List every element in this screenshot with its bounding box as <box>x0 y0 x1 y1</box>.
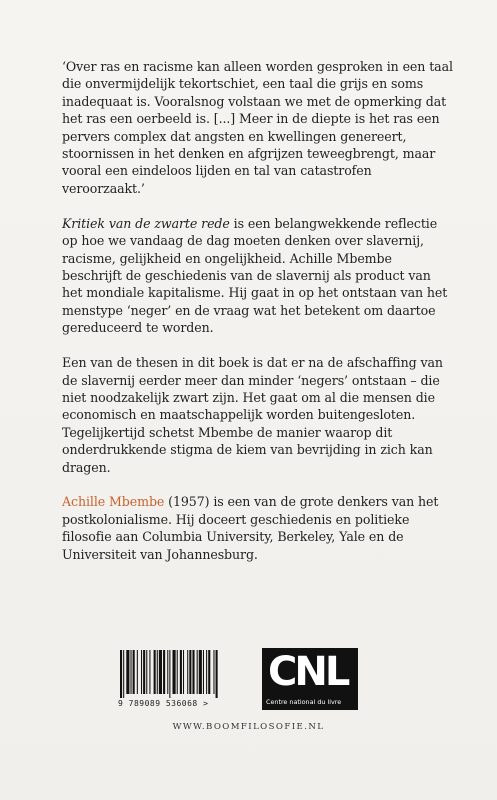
cnl-logo-subtitle: Centre national du livre <box>266 698 342 706</box>
barcode-bar <box>177 650 178 694</box>
barcode-bar <box>143 650 145 694</box>
barcode-number: 9 789089 536068 > <box>118 699 209 708</box>
barcode-bar <box>206 650 207 694</box>
barcode-bar <box>159 650 162 694</box>
barcode-bar <box>203 650 204 694</box>
cover-text <box>62 58 454 581</box>
barcode-bar <box>192 650 194 694</box>
barcode-bar <box>146 650 147 694</box>
description-text: is een belangwekkende reflectie op hoe we vandaag de dag moeten denken over slavernij, racisme, gelijkheid en ongelijkheid. Achille Mbembe beschrijft de geschiedenis van de slavernij als product van het mondiale kapitalisme. Hij gaat in op het ontstaan van het menstype ‘neger’ en de vraag wat het betekent om daartoe gereduceerd te worden. <box>62 215 448 336</box>
website-url: WWW.BOOMFILOSOFIE.NL <box>172 722 325 732</box>
barcode-bar <box>187 650 188 694</box>
barcode-bar <box>137 650 138 694</box>
barcode <box>118 650 250 712</box>
barcode-bar <box>126 650 129 694</box>
barcode-bar <box>167 650 168 694</box>
barcode-bar <box>213 650 214 694</box>
barcode-bar <box>163 650 165 694</box>
quote-paragraph: ‘Over ras en racisme kan alleen worden gesproken in een taal die onvermijdelijk tekortschiet, een taal die grijs en soms inadequaat is. Vooralsnog volstaan we met de opmerking dat het ras een oerbeeld is. [...] Meer in de diepte is het ras een pervers complex dat angsten en kwellingen genereert, stoornissen in het denken en afgrijzen teweegbrengt, maar vooral een eindeloos lijden en tal van catastrofen veroorzaakt.’ <box>62 59 453 196</box>
barcode-bar <box>183 650 184 694</box>
barcode-bar <box>123 650 124 698</box>
barcode-bar <box>133 650 135 694</box>
barcode-bar <box>131 650 132 694</box>
barcode-bar <box>141 650 142 694</box>
barcode-bar <box>157 650 158 694</box>
cnl-logo <box>262 648 358 710</box>
barcode-bar <box>120 650 122 698</box>
author-paragraph <box>62 493 454 563</box>
barcode-bar <box>169 650 170 698</box>
barcode-bar <box>197 650 198 694</box>
barcode-bar <box>208 650 210 694</box>
author-bio: (1957) is een van de grote denkers van het postkolonialisme. Hij doceert geschiedenis en politieke filosofie aan Columbia University, Berkeley, Yale en de Universiteit van Johannesburg. <box>62 494 439 562</box>
barcode-bar <box>199 650 202 694</box>
barcode-bar <box>173 650 176 694</box>
book-title: Kritiek van de zwarte rede <box>62 215 230 231</box>
barcode-bar <box>189 650 191 694</box>
author-name: Achille Mbembe <box>62 494 165 510</box>
barcode-bar <box>216 650 218 698</box>
barcode-bar <box>154 650 156 694</box>
cnl-logo-letters: CNL <box>268 649 348 695</box>
barcode-bar <box>149 650 150 694</box>
barcode-bar <box>180 650 182 694</box>
barcode-bars <box>118 650 250 698</box>
description-paragraph <box>62 215 454 337</box>
thesis-paragraph: Een van de thesen in dit boek is dat er na de afschaffing van de slavernij eerder meer dan minder ‘negers’ ontstaan – die niet noodzakelijk zwart zijn. Het gaat om al die mensen die economisch en maatschappelijk worden buitengesloten. Tegelijkertijd schetst Mbembe de manier waarop dit onderdrukkende stigma de kiem van bevrijding in zich kan dragen. <box>62 355 443 475</box>
